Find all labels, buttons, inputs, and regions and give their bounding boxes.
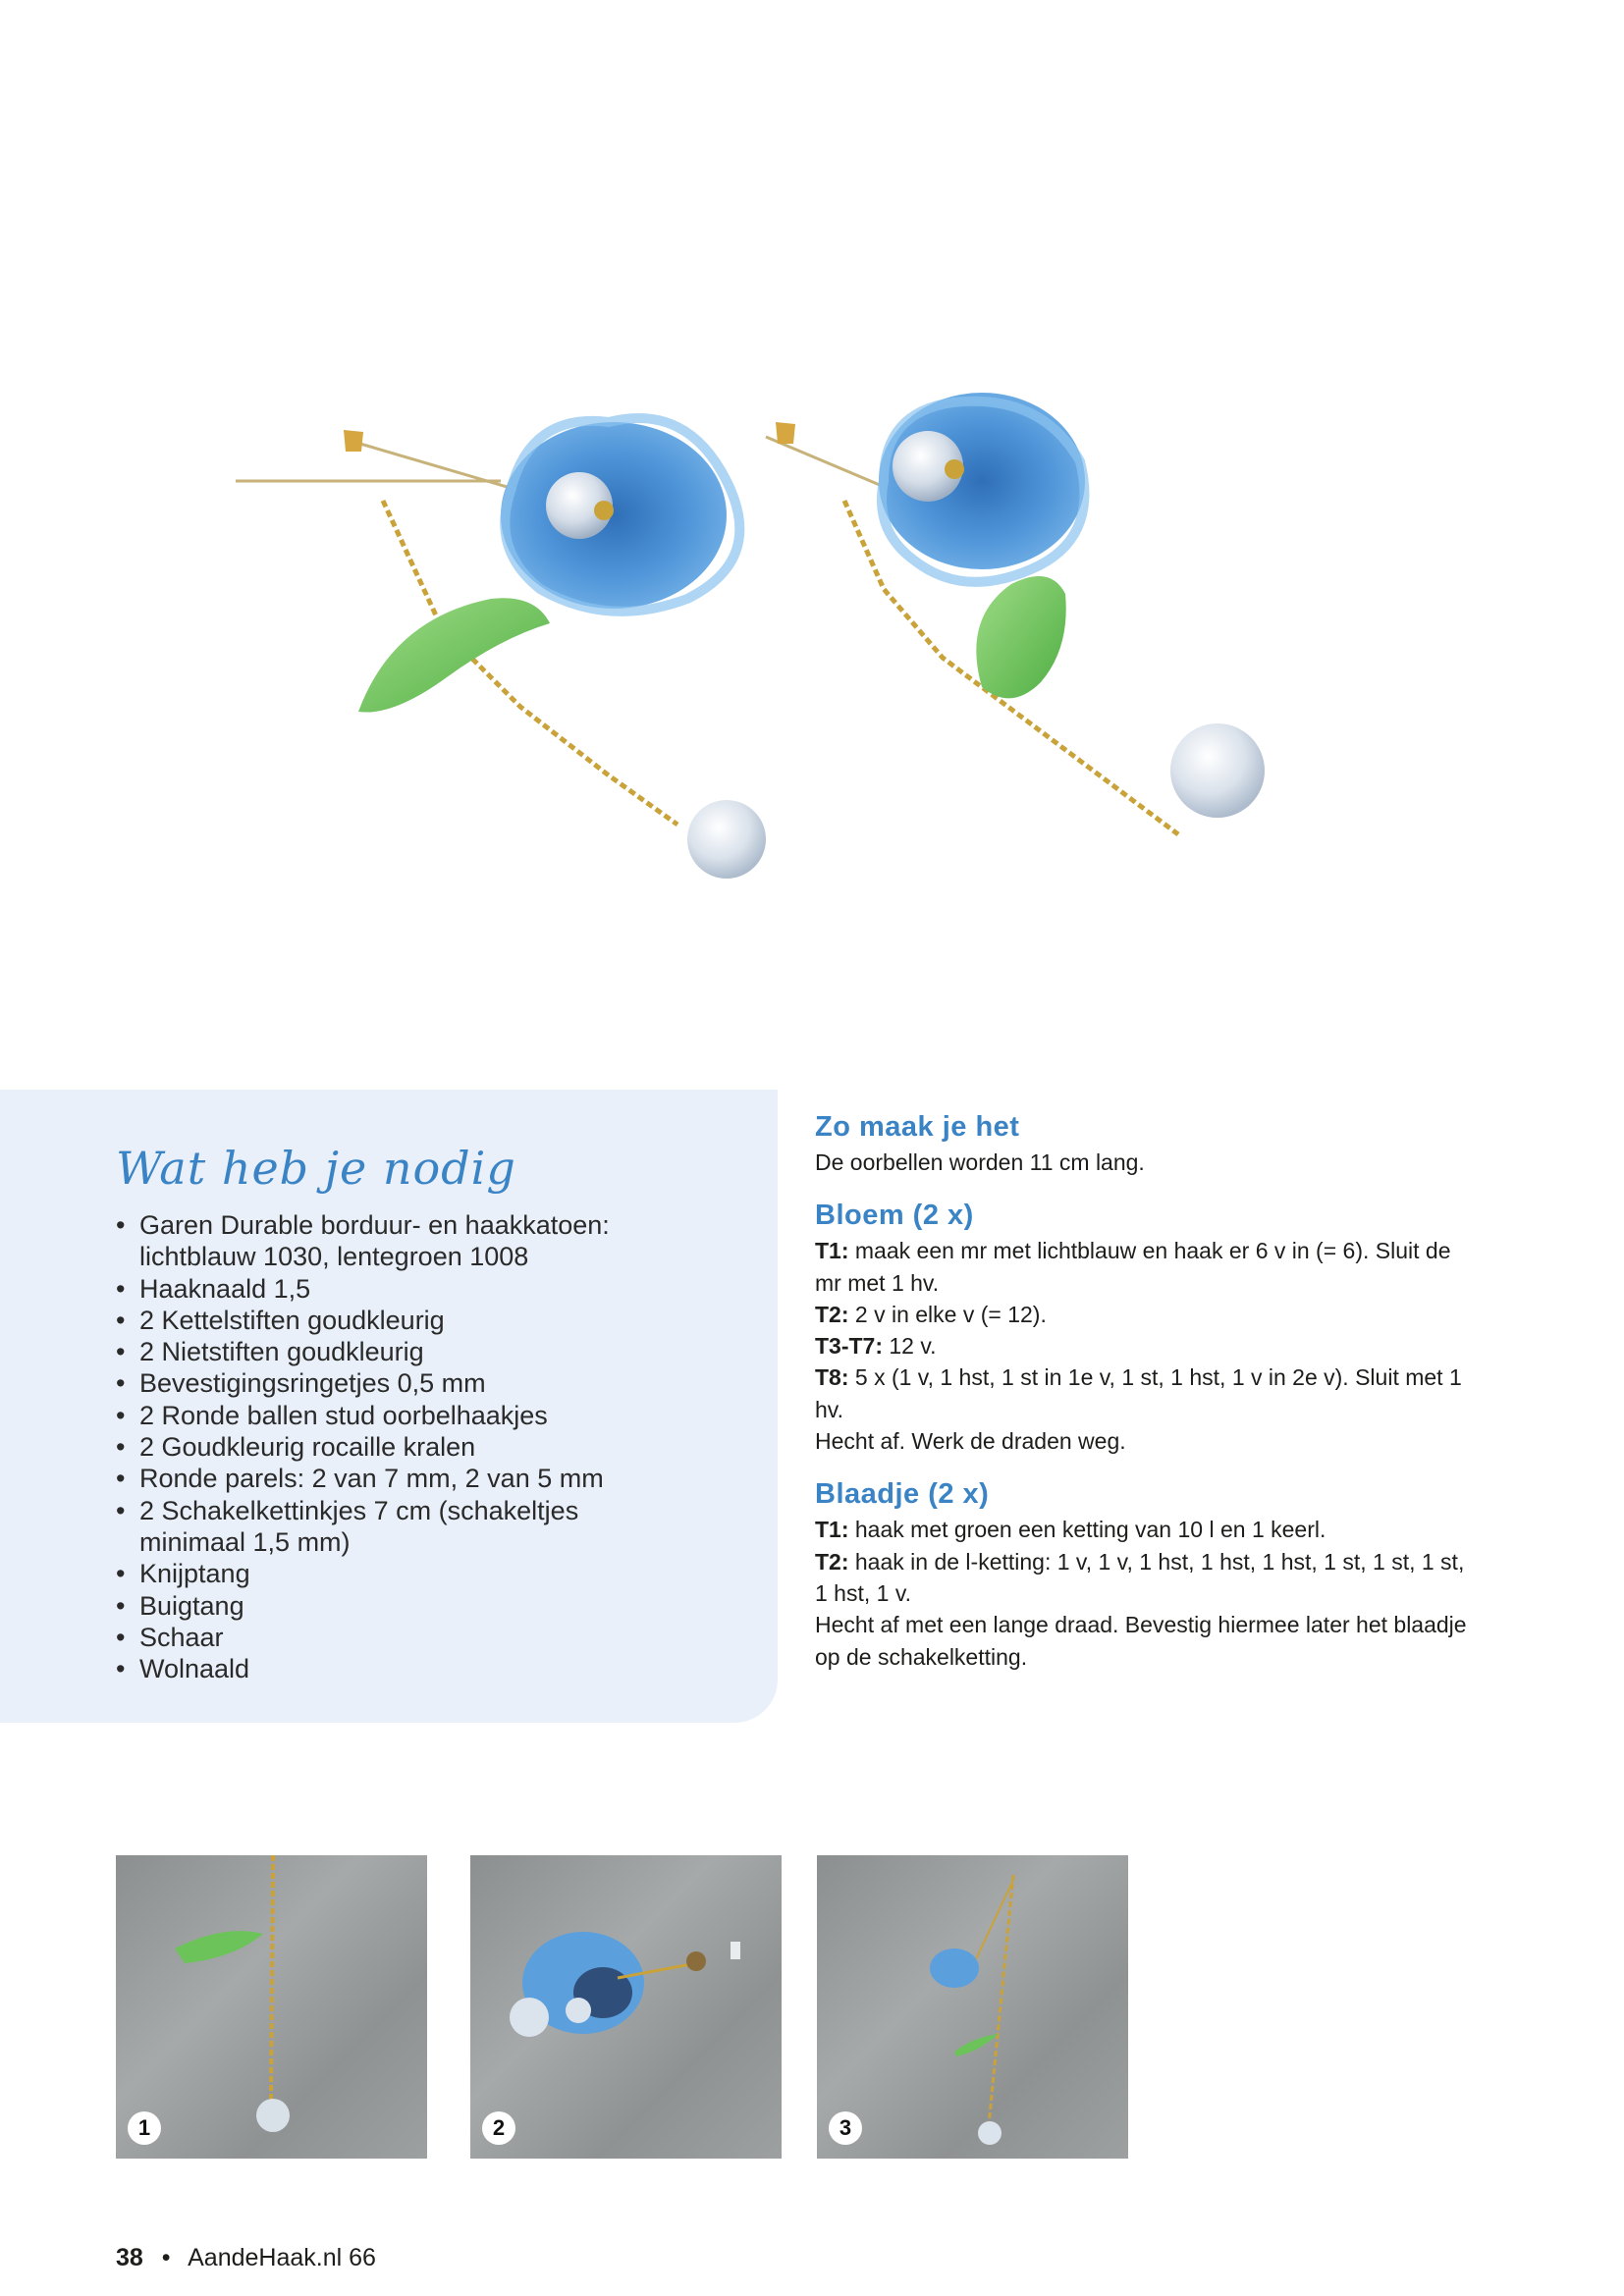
row-label: T1:	[815, 1238, 849, 1264]
list-item: • Wolnaald	[116, 1653, 666, 1684]
blaadje-row	[815, 1546, 1483, 1610]
row-label: T3-T7:	[815, 1333, 883, 1360]
blaadje-row	[815, 1514, 1483, 1545]
step-3-illustration	[817, 1855, 1128, 2159]
step-2-illustration	[470, 1855, 782, 2159]
hero-photo	[196, 373, 1492, 903]
step-number: 3	[829, 2111, 862, 2145]
row-text: haak in de l-ketting: 1 v, 1 v, 1 hst, 1 hst, 1 hst, 1 st, 1 st, 1 st, 1 hst, 1 v.	[815, 1548, 1465, 1606]
list-item: • Knijptang	[116, 1558, 666, 1589]
row-text: 12 v.	[883, 1333, 937, 1360]
footer-separator: •	[161, 2244, 171, 2271]
page-number: 38	[116, 2244, 143, 2271]
magazine-name: AandeHaak.nl 66	[188, 2244, 376, 2271]
step-photo-3	[817, 1855, 1128, 2159]
list-item: • 2 Schakelkettinkjes 7 cm (schakeltjes minimaal 1,5 mm)	[116, 1495, 666, 1559]
step-number: 1	[128, 2111, 161, 2145]
intro-text: De oorbellen worden 11 cm lang.	[815, 1149, 1145, 1175]
instructions	[815, 1107, 1483, 1673]
left-pin-2	[353, 442, 520, 491]
right-drop-pearl	[1170, 723, 1265, 818]
bloem-heading: Bloem (2 x)	[815, 1200, 974, 1232]
page-footer	[116, 2244, 376, 2272]
left-leaf	[358, 598, 550, 712]
list-item: • Ronde parels: 2 van 7 mm, 2 van 5 mm	[116, 1463, 666, 1494]
bloem-row	[815, 1235, 1483, 1299]
row-text: maak een mr met lichtblauw en haak er 6 v in (= 6). Sluit de mr met 1 hv.	[815, 1238, 1451, 1296]
row-label: T2:	[815, 1548, 849, 1575]
row-label: T8:	[815, 1364, 849, 1391]
list-item: • 2 Kettelstiften goudkleurig	[116, 1305, 666, 1336]
right-flower-bead	[945, 459, 964, 479]
step-photo-2	[470, 1855, 782, 2159]
row-text: 2 v in elke v (= 12).	[848, 1301, 1047, 1327]
intro-heading: Zo maak je het	[815, 1111, 1020, 1143]
list-item: • Buigtang	[116, 1590, 666, 1622]
bloem-row	[815, 1330, 1483, 1362]
bloem-closing: Hecht af. Werk de draden weg.	[815, 1428, 1126, 1455]
list-item: • Bevestigingsringetjes 0,5 mm	[116, 1367, 666, 1399]
row-label: T1:	[815, 1517, 849, 1543]
left-stud	[344, 430, 363, 452]
materials-title: Wat heb je nodig	[116, 1142, 516, 1195]
right-pin	[766, 437, 893, 491]
bloem-row	[815, 1362, 1483, 1425]
bloem-row	[815, 1299, 1483, 1330]
earrings-illustration	[196, 373, 1492, 903]
right-leaf	[976, 576, 1065, 698]
list-item: • 2 Goudkleurig rocaille kralen	[116, 1431, 666, 1463]
row-text: haak met groen een ketting van 10 l en 1 keerl.	[848, 1517, 1326, 1543]
list-item: • 2 Ronde ballen stud oorbelhaakjes	[116, 1400, 666, 1431]
list-item: • Schaar	[116, 1622, 666, 1653]
blaadje-closing: Hecht af met een lange draad. Bevestig hiermee later het blaadje op de schakelketting.	[815, 1612, 1467, 1670]
materials-list	[116, 1209, 666, 1684]
step-1-illustration	[116, 1855, 427, 2159]
right-stud	[776, 422, 795, 444]
left-flower-bead	[594, 501, 614, 520]
step-photo-1	[116, 1855, 427, 2159]
step-number: 2	[482, 2111, 515, 2145]
row-text: 5 x (1 v, 1 hst, 1 st in 1e v, 1 st, 1 hst, 1 v in 2e v). Sluit met 1 hv.	[815, 1364, 1462, 1422]
row-label: T2:	[815, 1301, 849, 1327]
list-item: • Garen Durable borduur- en haakkatoen: lichtblauw 1030, lentegroen 1008	[116, 1209, 666, 1273]
list-item: • Haaknaald 1,5	[116, 1273, 666, 1305]
blaadje-heading: Blaadje (2 x)	[815, 1478, 990, 1511]
list-item: • 2 Nietstiften goudkleurig	[116, 1336, 666, 1367]
left-drop-pearl	[687, 800, 766, 879]
